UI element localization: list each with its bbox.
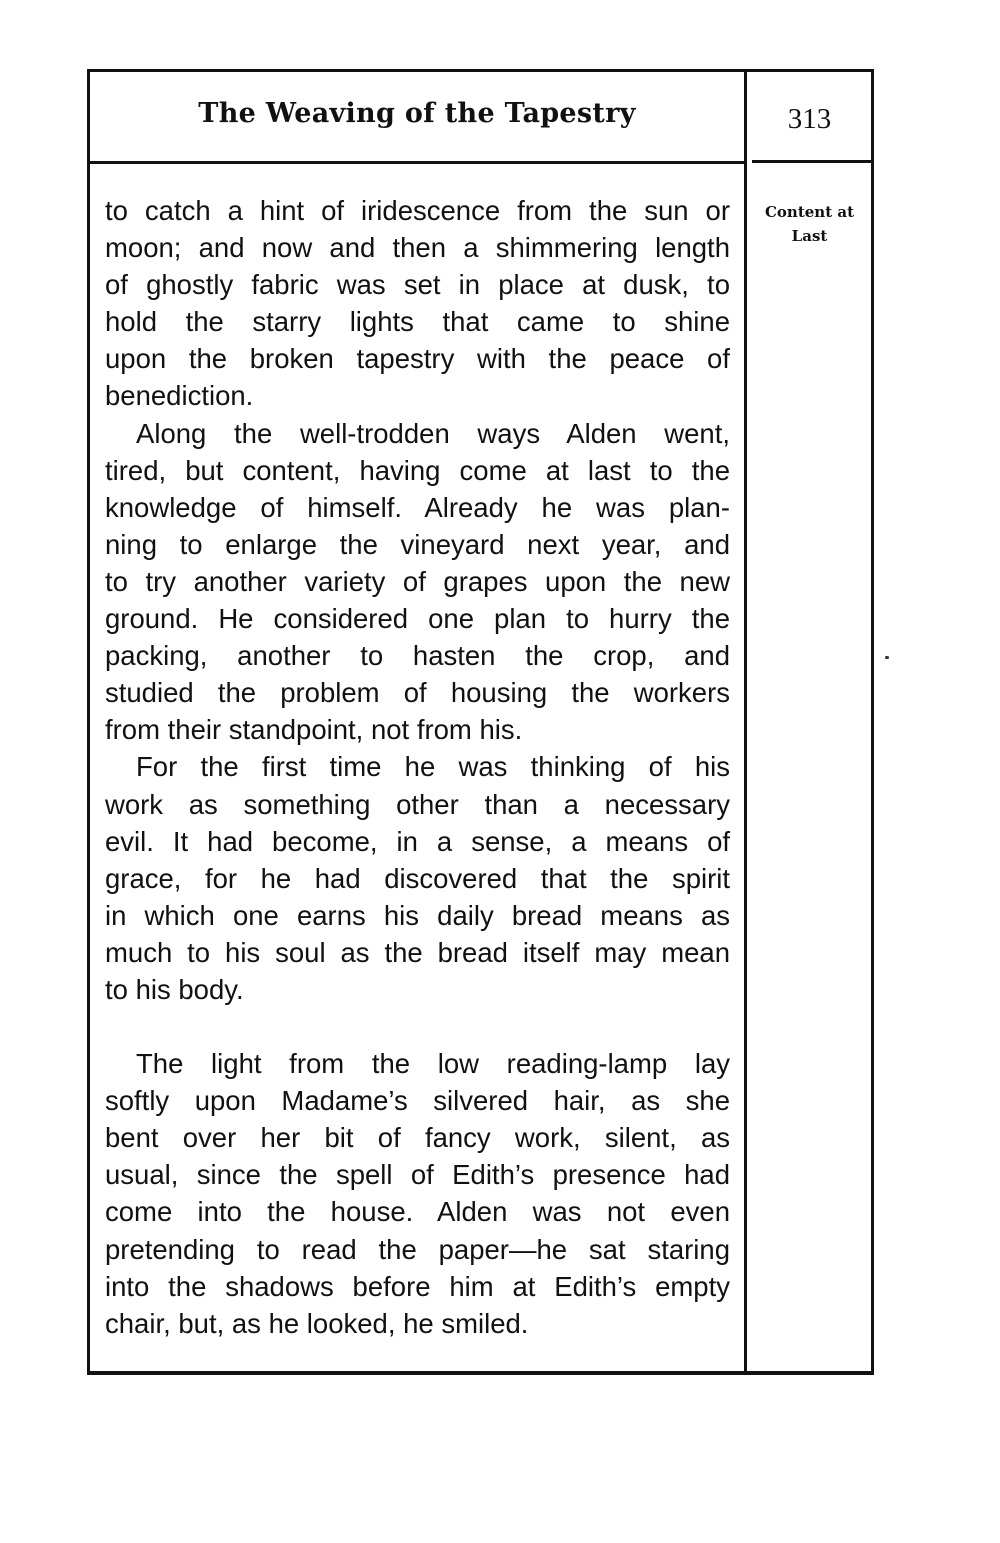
side-note-line-2: Last [791, 227, 828, 245]
text-line: from their standpoint, not from his. [105, 714, 523, 746]
text-line: to his body. [105, 973, 244, 1005]
text-line: moon; and now and then a shimmering length [105, 232, 730, 264]
text-line: studied the problem of housing the workers [105, 677, 730, 709]
text-line: tired, but content, having come at last to the [105, 454, 730, 486]
section-break [105, 1008, 730, 1045]
text-line: grace, for he had discovered that the spirit [105, 862, 730, 894]
text-line: For the first time he was thinking of his [136, 751, 730, 783]
text-line: work as something other than a necessary [105, 788, 730, 820]
text-line: into the shadows before him at Edith’s empty [105, 1270, 730, 1302]
text-line: usual, since the spell of Edith’s presence had [105, 1159, 730, 1191]
side-note-line-1: Content at [764, 203, 855, 221]
text-line: bent over her bit of fancy work, silent, as [105, 1122, 730, 1154]
page-number: 313 [787, 103, 832, 135]
header-rule-margin [752, 160, 872, 163]
text-line: to try another variety of grapes upon the new [105, 565, 730, 597]
text-line: come into the house. Alden was not even [105, 1196, 730, 1228]
text-line: packing, another to hasten the crop, and [105, 640, 730, 672]
text-line: ground. He considered one plan to hurry the [105, 603, 730, 635]
paragraph-1 [105, 192, 730, 415]
text-line: to catch a hint of iridescence from the sun or [105, 195, 730, 226]
text-line: chair, but, as he looked, he smiled. [105, 1307, 529, 1339]
body-text [105, 192, 730, 1342]
text-line: hold the starry lights that came to shine [105, 306, 730, 338]
text-line: pretending to read the paper—he sat staring [105, 1233, 730, 1265]
text-line: in which one earns his daily bread means as [105, 899, 730, 931]
print-speck [885, 656, 889, 659]
paragraph-3 [105, 748, 730, 1008]
text-line: Along the well-trodden ways Alden went, [136, 417, 730, 449]
text-line: much to his soul as the bread itself may mean [105, 936, 730, 968]
text-line: evil. It had become, in a sense, a means of [105, 825, 730, 857]
side-note [752, 200, 867, 248]
column-divider [744, 69, 747, 1371]
text-line: knowledge of himself. Already he was plan- [105, 491, 730, 523]
text-line: The light from the low reading-lamp lay [136, 1048, 730, 1080]
header-rule [87, 161, 747, 164]
text-line: of ghostly fabric was set in place at dusk, to [105, 269, 730, 301]
running-title: The Weaving of the Tapestry [198, 98, 636, 129]
text-line: benediction. [105, 380, 254, 412]
paragraph-4 [105, 1045, 730, 1342]
text-line: upon the broken tapestry with the peace of [105, 343, 730, 375]
paragraph-2 [105, 415, 730, 749]
text-line: ning to enlarge the vineyard next year, and [105, 528, 730, 560]
text-line: softly upon Madame’s silvered hair, as she [105, 1085, 730, 1117]
